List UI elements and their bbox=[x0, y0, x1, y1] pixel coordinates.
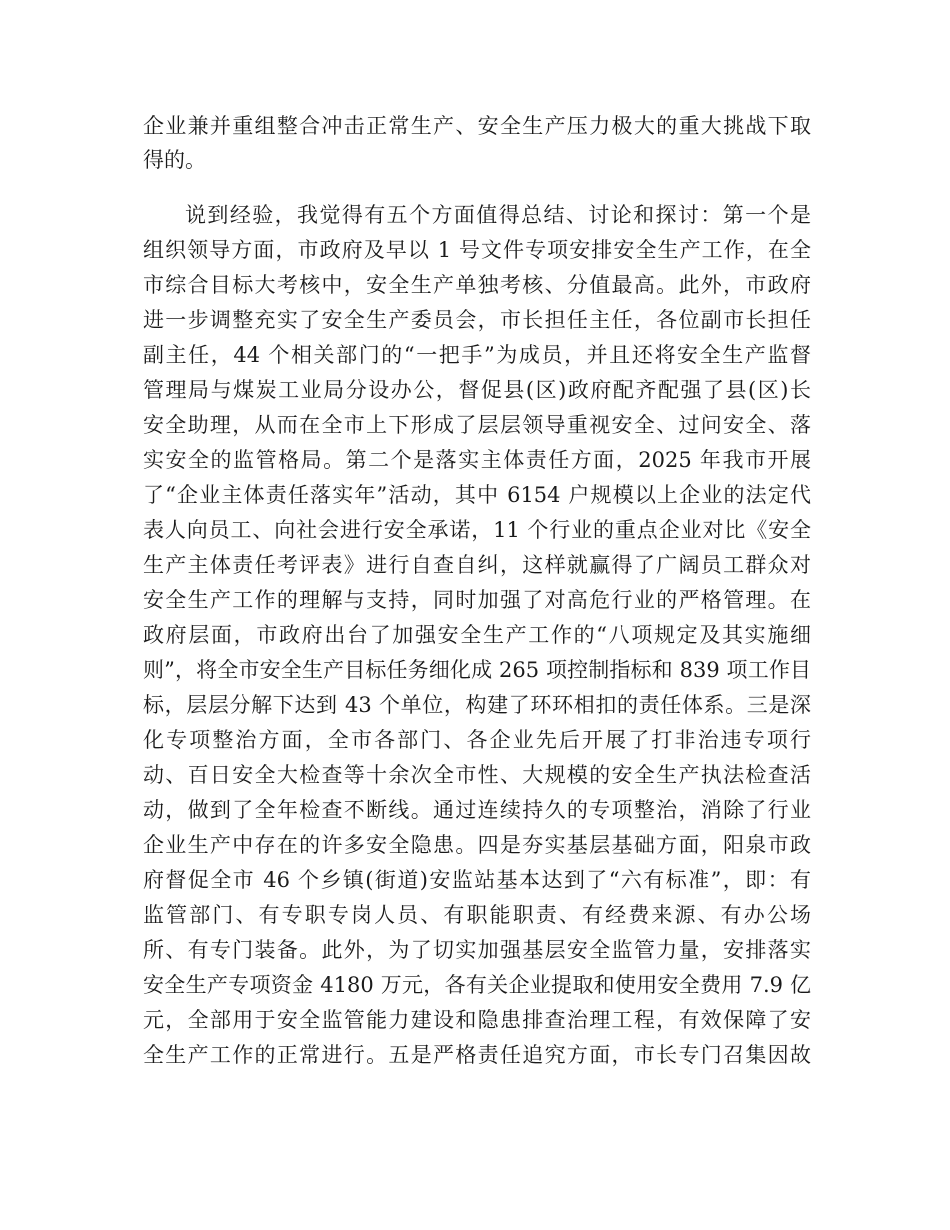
text-line: 标，层层分解下达到 43 个单位，构建了环环相扣的责任体系。三是深 bbox=[143, 693, 811, 717]
text-line: 动，做到了全年检查不断线。通过连续持久的专项整治，消除了行业 bbox=[143, 798, 811, 822]
text-line: 监管部门、有专职专岗人员、有职能职责、有经费来源、有办公场 bbox=[143, 903, 811, 927]
text-line: 则”，将全市安全生产目标任务细化成 265 项控制指标和 839 项工作目 bbox=[143, 658, 811, 682]
text-line: 动、百日安全大检查等十余次全市性、大规模的安全生产执法检查活 bbox=[143, 763, 811, 787]
text-line: 安全生产专项资金 4180 万元，各有关企业提取和使用安全费用 7.9 亿 bbox=[143, 973, 811, 997]
text-line: 生产主体责任考评表》进行自查自纠，这样就赢得了广阔员工群众对 bbox=[143, 553, 811, 577]
text-line: 全生产工作的正常进行。五是严格责任追究方面，市长专门召集因故 bbox=[143, 1043, 811, 1067]
text-line: 管理局与煤炭工业局分设办公，督促县(区)政府配齐配强了县(区)长 bbox=[143, 378, 811, 402]
text-line: 得的。 bbox=[143, 148, 206, 172]
text-line: 副主任，44 个相关部门的“一把手”为成员，并且还将安全生产监督 bbox=[143, 343, 811, 367]
text-line: 府督促全市 46 个乡镇(街道)安监站基本达到了“六有标准”，即：有 bbox=[143, 868, 811, 892]
text-line: 元，全部用于安全监管能力建设和隐患排查治理工程，有效保障了安 bbox=[143, 1008, 811, 1032]
text-line: 政府层面，市政府出台了加强安全生产工作的“八项规定及其实施细 bbox=[143, 623, 811, 647]
text-line: 表人向员工、向社会进行安全承诺，11 个行业的重点企业对比《安全 bbox=[143, 518, 811, 542]
text-line: 实安全的监管格局。第二个是落实主体责任方面，2025 年我市开展 bbox=[143, 448, 811, 472]
text-line: 安全助理，从而在全市上下形成了层层领导重视安全、过问安全、落 bbox=[143, 413, 811, 437]
text-line: 企业兼并重组整合冲击正常生产、安全生产压力极大的重大挑战下取 bbox=[143, 114, 811, 138]
text-line: 组织领导方面，市政府及早以 1 号文件专项安排安全生产工作，在全 bbox=[143, 238, 811, 262]
text-line: 了“企业主体责任落实年”活动，其中 6154 户规模以上企业的法定代 bbox=[143, 483, 811, 507]
text-line: 进一步调整充实了安全生产委员会，市长担任主任，各位副市长担任 bbox=[143, 308, 811, 332]
text-line: 企业生产中存在的许多安全隐患。四是夯实基层基础方面，阳泉市政 bbox=[143, 833, 811, 857]
text-line: 安全生产工作的理解与支持，同时加强了对高危行业的严格管理。在 bbox=[143, 588, 811, 612]
paragraph-first-line: 说到经验，我觉得有五个方面值得总结、讨论和探讨：第一个是 bbox=[185, 203, 811, 227]
text-line: 市综合目标大考核中，安全生产单独考核、分值最高。此外，市政府 bbox=[143, 273, 811, 297]
text-line: 化专项整治方面，全市各部门、各企业先后开展了打非治违专项行 bbox=[143, 728, 811, 752]
text-line: 所、有专门装备。此外，为了切实加强基层安全监管力量，安排落实 bbox=[143, 938, 811, 962]
